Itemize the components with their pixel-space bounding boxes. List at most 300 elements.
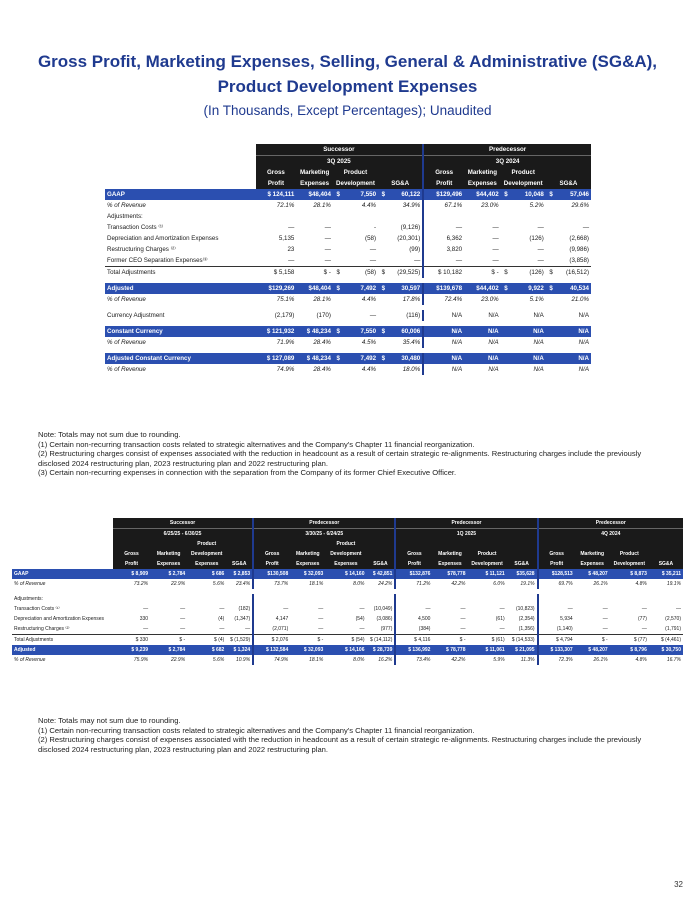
column-header	[468, 539, 507, 549]
page-subtitle: (In Thousands, Except Percentages); Unaudited	[203, 103, 492, 118]
column-header: SG&A	[507, 559, 538, 569]
table-cell: 28.4%	[313, 339, 331, 346]
table-cell: $ (1,529)	[226, 635, 253, 646]
table-cell	[546, 364, 557, 375]
row-label: % of Revenue	[107, 366, 146, 373]
table-cell: N/A	[533, 366, 544, 373]
table-cell: $	[378, 189, 389, 200]
table-cell: $ 5,158	[256, 267, 297, 279]
table-cell: $ 133,307	[538, 645, 575, 655]
header-period: 1Q 2025	[395, 529, 537, 540]
column-header: Gross	[395, 549, 432, 559]
table-cell: —	[499, 626, 505, 632]
table-cell	[501, 337, 512, 348]
row-label: Restructuring Charges ⁽²⁾	[107, 246, 176, 253]
table-cell	[501, 233, 512, 244]
table-cell: $	[501, 189, 512, 200]
table-cell: (2,668)	[569, 235, 589, 242]
table-cell: —	[641, 626, 647, 632]
table-cell: $129,496	[423, 189, 464, 200]
table-row	[105, 283, 591, 294]
table-cell: (384)	[395, 624, 432, 635]
table-cell: N/A	[511, 326, 545, 337]
table-cell: 28.1%	[313, 202, 331, 209]
table-cell: 71.9%	[276, 339, 295, 346]
table-cell: $ 330	[113, 635, 150, 646]
table-cell: N/A	[533, 339, 544, 346]
table-cell	[378, 294, 389, 305]
table-cell: 73.7%	[253, 579, 290, 589]
column-header: Gross	[253, 549, 290, 559]
table-cell: 60,006	[389, 326, 423, 337]
table-cell	[378, 310, 389, 321]
table-cell: (61)	[495, 616, 505, 622]
table-cell: —	[395, 604, 432, 614]
table-cell: —	[324, 246, 331, 253]
table-cell: $48,404	[296, 283, 333, 294]
table-cell: —	[641, 606, 647, 612]
table-cell	[378, 233, 389, 244]
table-cell: —	[492, 257, 499, 264]
table-cell: (9,986)	[569, 246, 589, 253]
column-header: Development	[325, 549, 366, 559]
table-cell: 5,135	[278, 235, 295, 242]
table-cell: 34.9%	[402, 202, 421, 209]
table-cell: N/A	[557, 326, 591, 337]
row-label: % of Revenue	[14, 657, 46, 663]
table-cell	[187, 594, 226, 604]
column-header: Marketing	[150, 549, 187, 559]
table-cell	[296, 211, 333, 222]
column-header	[367, 549, 396, 559]
column-header	[546, 167, 591, 178]
table-cell	[344, 211, 378, 222]
table-cell: —	[492, 235, 499, 242]
table-cell: 72.4%	[423, 294, 464, 305]
table-cell: 16.2%	[378, 657, 393, 663]
table-cell: $ 10,182	[423, 267, 464, 279]
note-rounding: Note: Totals may not sum due to rounding.	[38, 716, 181, 725]
table-cell	[501, 244, 512, 255]
table-cell: N/A	[578, 312, 589, 319]
column-header	[150, 539, 187, 549]
column-header: Profit	[538, 559, 575, 569]
row-label: % of Revenue	[107, 296, 146, 303]
table-cell: $ 136,992	[395, 645, 432, 655]
header-period: 6/25/25 - 6/30/25	[113, 529, 253, 540]
table-row	[12, 655, 683, 665]
table-cell	[468, 594, 507, 604]
footnotes-2	[38, 716, 658, 754]
table-cell: 5.1%	[529, 296, 544, 303]
table-cell: 22.9%	[170, 581, 186, 587]
table-cell: $ 8,796	[610, 645, 649, 655]
table-cell: $ 1,324	[226, 645, 253, 655]
column-header	[507, 549, 538, 559]
table-cell	[378, 244, 389, 255]
table-cell: $	[378, 326, 389, 337]
column-header: Development	[333, 178, 378, 189]
table-cell: 75.9%	[133, 657, 149, 663]
column-header	[367, 539, 396, 549]
table-cell: $ -	[464, 267, 501, 279]
note-3: (3) Certain non-recurring expenses in connection with the separation from the Company of its former Chief Executive Officer.	[38, 468, 457, 478]
column-header: SG&A	[367, 559, 396, 569]
table-cell: —	[460, 626, 466, 632]
table-cell: N/A	[488, 366, 499, 373]
table-cell: $ -	[432, 635, 467, 646]
column-header	[395, 539, 432, 549]
table-cell: (9,126)	[400, 224, 421, 231]
table-cell: (2,071)	[253, 624, 290, 635]
table-row	[105, 353, 591, 364]
note-2: (2) Restructuring charges consist of expenses associated with the reduction in headcount as a result of certain strategic re-alignments. Restructuring charges include the previously disclosed 2024 restructuring plan, 2023 restructuring plan and 2022 restructuring plan.	[38, 735, 642, 754]
column-header: Product	[468, 549, 507, 559]
table-cell: 18.0%	[402, 366, 421, 373]
column-header: Profit	[395, 559, 432, 569]
table-row	[12, 604, 683, 614]
table-row	[105, 255, 591, 267]
row-label: Depreciation and Amortization Expenses	[107, 235, 219, 242]
table-cell: 28.4%	[313, 366, 331, 373]
table-cell: $ 121,932	[256, 326, 297, 337]
table-row	[12, 569, 683, 579]
table-row	[105, 211, 591, 222]
table-cell: $ 2,784	[150, 569, 187, 579]
table-row	[105, 189, 591, 200]
table-cell: $ 132,584	[253, 645, 290, 655]
table-cell: 6.0%	[493, 581, 505, 587]
table-row	[12, 624, 683, 635]
table-row	[105, 326, 591, 337]
table-cell: (29,525)	[389, 267, 423, 279]
table-cell: 18.1%	[309, 657, 324, 663]
note-rounding: Note: Totals may not sum due to rounding.	[38, 430, 181, 439]
table-cell: 40,534	[557, 283, 591, 294]
row-label: Transaction Costs ⁽¹⁾	[14, 606, 60, 612]
table-cell	[333, 294, 344, 305]
table-row	[12, 579, 683, 589]
table-cell: 4.8%	[635, 657, 647, 663]
table-cell	[546, 337, 557, 348]
table-cell: (126)	[529, 235, 544, 242]
table-cell: N/A	[423, 310, 464, 321]
header-group-row	[12, 518, 683, 529]
table-cell: $ (54)	[325, 635, 366, 646]
table-cell: $ (4)	[187, 635, 226, 646]
row-label: Adjusted	[12, 645, 113, 655]
header-group: Successor	[113, 518, 253, 529]
column-header: Marketing	[575, 549, 610, 559]
table-cell	[333, 337, 344, 348]
row-label: % of Revenue	[14, 581, 46, 587]
table-cell: 26.1%	[593, 657, 608, 663]
column-header: SG&A	[649, 559, 683, 569]
table-cell: 8.0%	[353, 581, 365, 587]
column-header: SG&A	[378, 178, 423, 189]
table-cell: 74.9%	[253, 655, 290, 665]
table-cell: N/A	[578, 339, 589, 346]
table-cell: $ 78,778	[432, 645, 467, 655]
table-cell	[113, 594, 150, 604]
table-cell: 4,147	[253, 614, 290, 624]
table-cell: $ 4,116	[395, 635, 432, 646]
column-header: Expenses	[150, 559, 187, 569]
table-cell: (54)	[355, 616, 365, 622]
table-row	[105, 310, 591, 321]
row-label: Currency Adjustment	[107, 312, 165, 319]
column-header: Marketing	[432, 549, 467, 559]
table-cell: $ 2,784	[150, 645, 187, 655]
table-cell: 4.5%	[361, 339, 377, 346]
row-label: % of Revenue	[107, 339, 146, 346]
table-cell	[546, 294, 557, 305]
table-cell: $	[546, 189, 557, 200]
note-2: (2) Restructuring charges consist of expenses associated with the reduction in headcount as a result of certain strategic re-alignments. Restructuring charges include the previously disclosed 2024 restructuring plan, 2023 restructuring plan and 2022 restructuring plan.	[38, 449, 642, 468]
row-label: Adjusted Constant Currency	[105, 353, 256, 364]
table-cell	[325, 594, 366, 604]
table-cell: —	[219, 606, 225, 612]
table-row	[105, 364, 591, 375]
table-cell: —	[245, 626, 251, 632]
column-header: SG&A	[546, 178, 591, 189]
table-cell: $ 35,211	[649, 569, 683, 579]
table-cell: 16.7%	[666, 657, 681, 663]
header-column-row	[12, 549, 683, 559]
column-header: Expenses	[464, 178, 501, 189]
table-cell: 30,480	[389, 353, 423, 364]
column-header	[649, 539, 683, 549]
table-cell	[367, 594, 396, 604]
header-spacer	[12, 559, 113, 569]
table-cell	[501, 353, 512, 364]
table-cell: 5.6%	[212, 581, 225, 587]
table-cell: $ 48,207	[575, 645, 610, 655]
table-cell: $	[378, 353, 389, 364]
table-cell	[501, 222, 512, 233]
header-group: Predecessor	[538, 518, 683, 529]
table-cell: (77)	[637, 616, 647, 622]
table-cell: 4.4%	[361, 366, 377, 373]
table-cell: 67.1%	[423, 200, 464, 211]
table-cell: 8.0%	[353, 657, 365, 663]
table-cell: $ 14,160	[325, 569, 366, 579]
table-cell: 23.0%	[481, 296, 499, 303]
table-cell	[333, 244, 344, 255]
table-cell: 5.2%	[529, 202, 544, 209]
table-cell: (1,356)	[518, 626, 535, 632]
table-cell: 4.8%	[635, 581, 647, 587]
column-header: Expenses	[325, 559, 366, 569]
note-1: (1) Certain non-recurring transaction costs related to strategic alternatives and the Company's Chapter 11 financial reorganization.	[38, 725, 475, 735]
table-cell: —	[180, 626, 186, 632]
table-cell: —	[359, 606, 365, 612]
table-cell: 60,122	[389, 189, 423, 200]
table-cell	[432, 594, 467, 604]
table-cell: 42.2%	[451, 657, 466, 663]
table-cell: $ -	[575, 635, 610, 646]
row-label: Adjustments:	[14, 596, 43, 602]
column-header: Product	[333, 167, 378, 178]
row-label: Transaction Costs ⁽¹⁾	[107, 224, 164, 231]
table-cell	[649, 594, 683, 604]
table-cell: 19.1%	[520, 581, 535, 587]
table-cell: 4.4%	[361, 202, 377, 209]
table-row	[105, 294, 591, 305]
table-cell: $ 42,851	[367, 569, 396, 579]
table-cell: 73.4%	[395, 655, 432, 665]
table-cell: 69.7%	[538, 579, 575, 589]
table-cell: $129,269	[256, 283, 297, 294]
header-column-row	[105, 167, 591, 178]
table-cell: $ 686	[187, 569, 226, 579]
column-header	[253, 539, 290, 549]
column-header: SG&A	[226, 559, 253, 569]
table-cell: (182)	[238, 606, 251, 612]
table-cell: (1,791)	[665, 626, 681, 632]
row-label: Adjustments:	[107, 213, 143, 220]
table-cell	[378, 211, 389, 222]
table-cell: —	[602, 606, 608, 612]
table-cell	[546, 326, 557, 337]
table-cell: 23.4%	[235, 581, 251, 587]
table-cell	[253, 594, 290, 604]
table-cell: $ (14,112)	[367, 635, 396, 646]
table-cell: $ 14,106	[325, 645, 366, 655]
row-label: Restructuring Charges ⁽²⁾	[14, 626, 70, 632]
column-header: Profit	[423, 178, 464, 189]
table-cell: (99)	[409, 246, 421, 253]
table-cell	[546, 255, 557, 267]
table-cell: (1,140)	[538, 624, 575, 635]
column-header: Product	[325, 539, 366, 549]
table-cell: (116)	[406, 312, 421, 319]
table-cell: $ 32,093	[290, 645, 325, 655]
table-cell: 9,922	[511, 283, 545, 294]
table-row	[105, 337, 591, 348]
row-label: Former CEO Separation Expenses⁽³⁾	[107, 257, 208, 264]
table-cell: 18.1%	[309, 581, 324, 587]
table-cell: (2,570)	[665, 616, 681, 622]
table-cell: —	[288, 224, 295, 231]
table-cell: $132,876	[395, 569, 432, 579]
table-cell	[395, 594, 432, 604]
table-cell	[256, 211, 297, 222]
table-cell: N/A	[578, 366, 589, 373]
table-cell: —	[602, 616, 608, 622]
table-cell: $ 21,095	[507, 645, 538, 655]
table-cell	[389, 211, 423, 222]
table-cell	[333, 310, 344, 321]
table-cell: 26.1%	[593, 581, 608, 587]
table-cell: N/A	[488, 339, 499, 346]
table-quarters	[12, 518, 683, 665]
table-cell: 7,492	[344, 353, 378, 364]
table-cell: 4,500	[395, 614, 432, 624]
table-cell: $ 8,873	[610, 569, 649, 579]
header-spacer	[105, 156, 256, 168]
table-cell: $	[333, 326, 344, 337]
column-header: Expenses	[575, 559, 610, 569]
header-period: 4Q 2024	[538, 529, 683, 540]
table-cell	[333, 255, 344, 267]
header-spacer	[105, 144, 256, 156]
table-row	[105, 267, 591, 279]
table-cell: $ 11,061	[468, 645, 507, 655]
row-label: % of Revenue	[107, 202, 146, 209]
header-spacer	[12, 539, 113, 549]
row-label: Adjusted	[105, 283, 256, 294]
column-header: Expenses	[187, 559, 226, 569]
header-spacer	[12, 549, 113, 559]
table-cell: $ 48,234	[296, 353, 333, 364]
table-cell: —	[537, 224, 544, 231]
column-header	[575, 539, 610, 549]
table-cell: $ 30,750	[649, 645, 683, 655]
table-cell: —	[318, 626, 324, 632]
column-header: Marketing	[296, 167, 333, 178]
table-cell: 10,048	[511, 189, 545, 200]
row-label: Depreciation and Amortization Expenses	[14, 616, 105, 622]
table-cell: 23.0%	[481, 202, 499, 209]
table-cell: N/A	[488, 312, 499, 319]
header-period-row	[12, 529, 683, 540]
table-cell: (2,354)	[518, 616, 535, 622]
page-number: 32	[674, 880, 683, 889]
table-cell: $ 9,239	[113, 645, 150, 655]
table-cell	[333, 200, 344, 211]
table-cell	[333, 211, 344, 222]
table-cell: $ (14,533)	[507, 635, 538, 646]
table-cell: 74.9%	[276, 366, 295, 373]
table-cell: $ 28,739	[367, 645, 396, 655]
column-header: Profit	[113, 559, 150, 569]
table-cell: 17.8%	[402, 296, 421, 303]
table-cell: —	[460, 606, 466, 612]
header-group-row	[105, 144, 591, 156]
table-cell	[150, 594, 187, 604]
table-cell	[546, 222, 557, 233]
header-period-row	[105, 156, 591, 168]
header-spacer	[12, 518, 113, 529]
table-cell: —	[369, 312, 377, 319]
table-cell	[501, 326, 512, 337]
table-cell	[464, 211, 501, 222]
table-cell: —	[676, 606, 681, 612]
column-header: Gross	[256, 167, 297, 178]
table-cell: —	[492, 246, 499, 253]
table-cell: —	[582, 224, 589, 231]
table-cell: 57,046	[557, 189, 591, 200]
table-cell: $	[378, 267, 389, 279]
column-header	[113, 539, 150, 549]
column-header: Profit	[256, 178, 297, 189]
table-cell: (126)	[511, 267, 545, 279]
table-cell: 71.2%	[395, 579, 432, 589]
table-cell: $78,778	[432, 569, 467, 579]
table-cell: $ 48,207	[575, 569, 610, 579]
table-cell: 10.9%	[235, 657, 251, 663]
table-cell	[546, 310, 557, 321]
table-cell	[290, 594, 325, 604]
table-cell: —	[288, 257, 295, 264]
column-header	[538, 539, 575, 549]
table-cell: $	[501, 267, 512, 279]
header-period: 3Q 2024	[423, 156, 591, 168]
table-cell: —	[324, 235, 331, 242]
header-group: Successor	[256, 144, 424, 156]
table-cell: 29.6%	[571, 202, 589, 209]
